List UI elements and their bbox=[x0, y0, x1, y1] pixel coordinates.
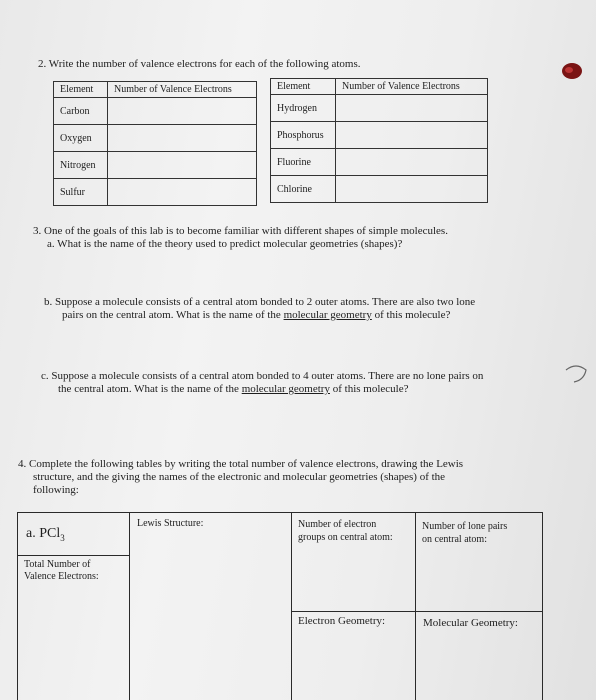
element-cell: Carbon bbox=[54, 98, 108, 125]
column-header-element: Element bbox=[271, 79, 336, 95]
question-4-line1: 4. Complete the following tables by writing the total number of valence electrons, drawing the Lewis bbox=[18, 458, 464, 470]
molecule-formula: a. PCl$_3$ bbox=[26, 526, 65, 543]
valence-table-left bbox=[53, 81, 257, 206]
element-cell: Sulfur bbox=[54, 179, 108, 206]
question-3c-line1: c. Suppose a molecule consists of a central atom bonded to 4 outer atoms. There are no lone pairs on bbox=[41, 370, 484, 382]
ring-binder-outline-icon bbox=[562, 360, 590, 390]
answer-cell[interactable] bbox=[108, 152, 257, 179]
lone-pairs-label-line1: Number of lone pairs bbox=[422, 521, 508, 532]
lone-pairs-label-line2: on central atom: bbox=[422, 534, 487, 545]
answer-cell[interactable] bbox=[108, 125, 257, 152]
element-cell: Phosphorus bbox=[271, 122, 336, 149]
element-cell: Chlorine bbox=[271, 176, 336, 203]
answer-cell[interactable] bbox=[336, 149, 488, 176]
element-cell: Hydrogen bbox=[271, 95, 336, 122]
valence-table-right bbox=[270, 78, 488, 203]
question-4-line3: following: bbox=[33, 484, 79, 496]
element-cell: Oxygen bbox=[54, 125, 108, 152]
element-cell: Nitrogen bbox=[54, 152, 108, 179]
column-header-valence: Number of Valence Electrons bbox=[336, 79, 488, 95]
electron-groups-cell[interactable] bbox=[291, 512, 416, 612]
question-3b-line1: b. Suppose a molecule consists of a central atom bonded to 2 outer atoms. There are also two lone bbox=[44, 296, 476, 308]
lewis-structure-cell[interactable] bbox=[129, 512, 292, 700]
element-cell: Fluorine bbox=[271, 149, 336, 176]
answer-cell[interactable] bbox=[336, 176, 488, 203]
question-4-line2: structure, and the giving the names of the electronic and molecular geometries (shapes) of the bbox=[33, 471, 446, 483]
answer-cell[interactable] bbox=[336, 95, 488, 122]
question-3c-line2: the central atom. What is the name of the molecular geometry of this molecule? bbox=[58, 383, 409, 395]
answer-cell[interactable] bbox=[336, 122, 488, 149]
lewis-structure-label: Lewis Structure: bbox=[137, 518, 204, 529]
underlined-term: molecular geometry bbox=[241, 383, 330, 395]
total-valence-label-line2: Valence Electrons: bbox=[24, 571, 99, 582]
electron-geometry-label: Electron Geometry: bbox=[298, 615, 386, 627]
question-3b-line2: pairs on the central atom. What is the name of the molecular geometry of this molecule? bbox=[62, 309, 451, 321]
total-valence-label-line1: Total Number of bbox=[24, 559, 91, 570]
total-valence-cell[interactable] bbox=[17, 555, 130, 700]
electron-groups-label-line1: Number of electron bbox=[298, 519, 377, 530]
question-3a: a. What is the name of the theory used to predict molecular geometries (shapes)? bbox=[47, 238, 403, 250]
ring-binder-mark-icon bbox=[560, 60, 584, 82]
electron-groups-label-line2: groups on central atom: bbox=[298, 532, 393, 543]
answer-cell[interactable] bbox=[108, 98, 257, 125]
column-header-valence: Number of Valence Electrons bbox=[108, 82, 257, 98]
question-2-prompt: 2. Write the number of valence electrons for each of the following atoms. bbox=[38, 58, 361, 70]
molecular-geometry-label: Molecular Geometry: bbox=[423, 617, 518, 629]
lone-pairs-cell[interactable] bbox=[415, 512, 543, 612]
question-3-intro: 3. One of the goals of this lab is to become familiar with different shapes of simple molecules. bbox=[33, 225, 448, 237]
molecular-geometry-cell[interactable] bbox=[415, 611, 543, 700]
electron-geometry-cell[interactable] bbox=[291, 611, 416, 700]
underlined-term: molecular geometry bbox=[283, 309, 372, 321]
column-header-element: Element bbox=[54, 82, 108, 98]
molecule-cell bbox=[17, 512, 130, 556]
answer-cell[interactable] bbox=[108, 179, 257, 206]
